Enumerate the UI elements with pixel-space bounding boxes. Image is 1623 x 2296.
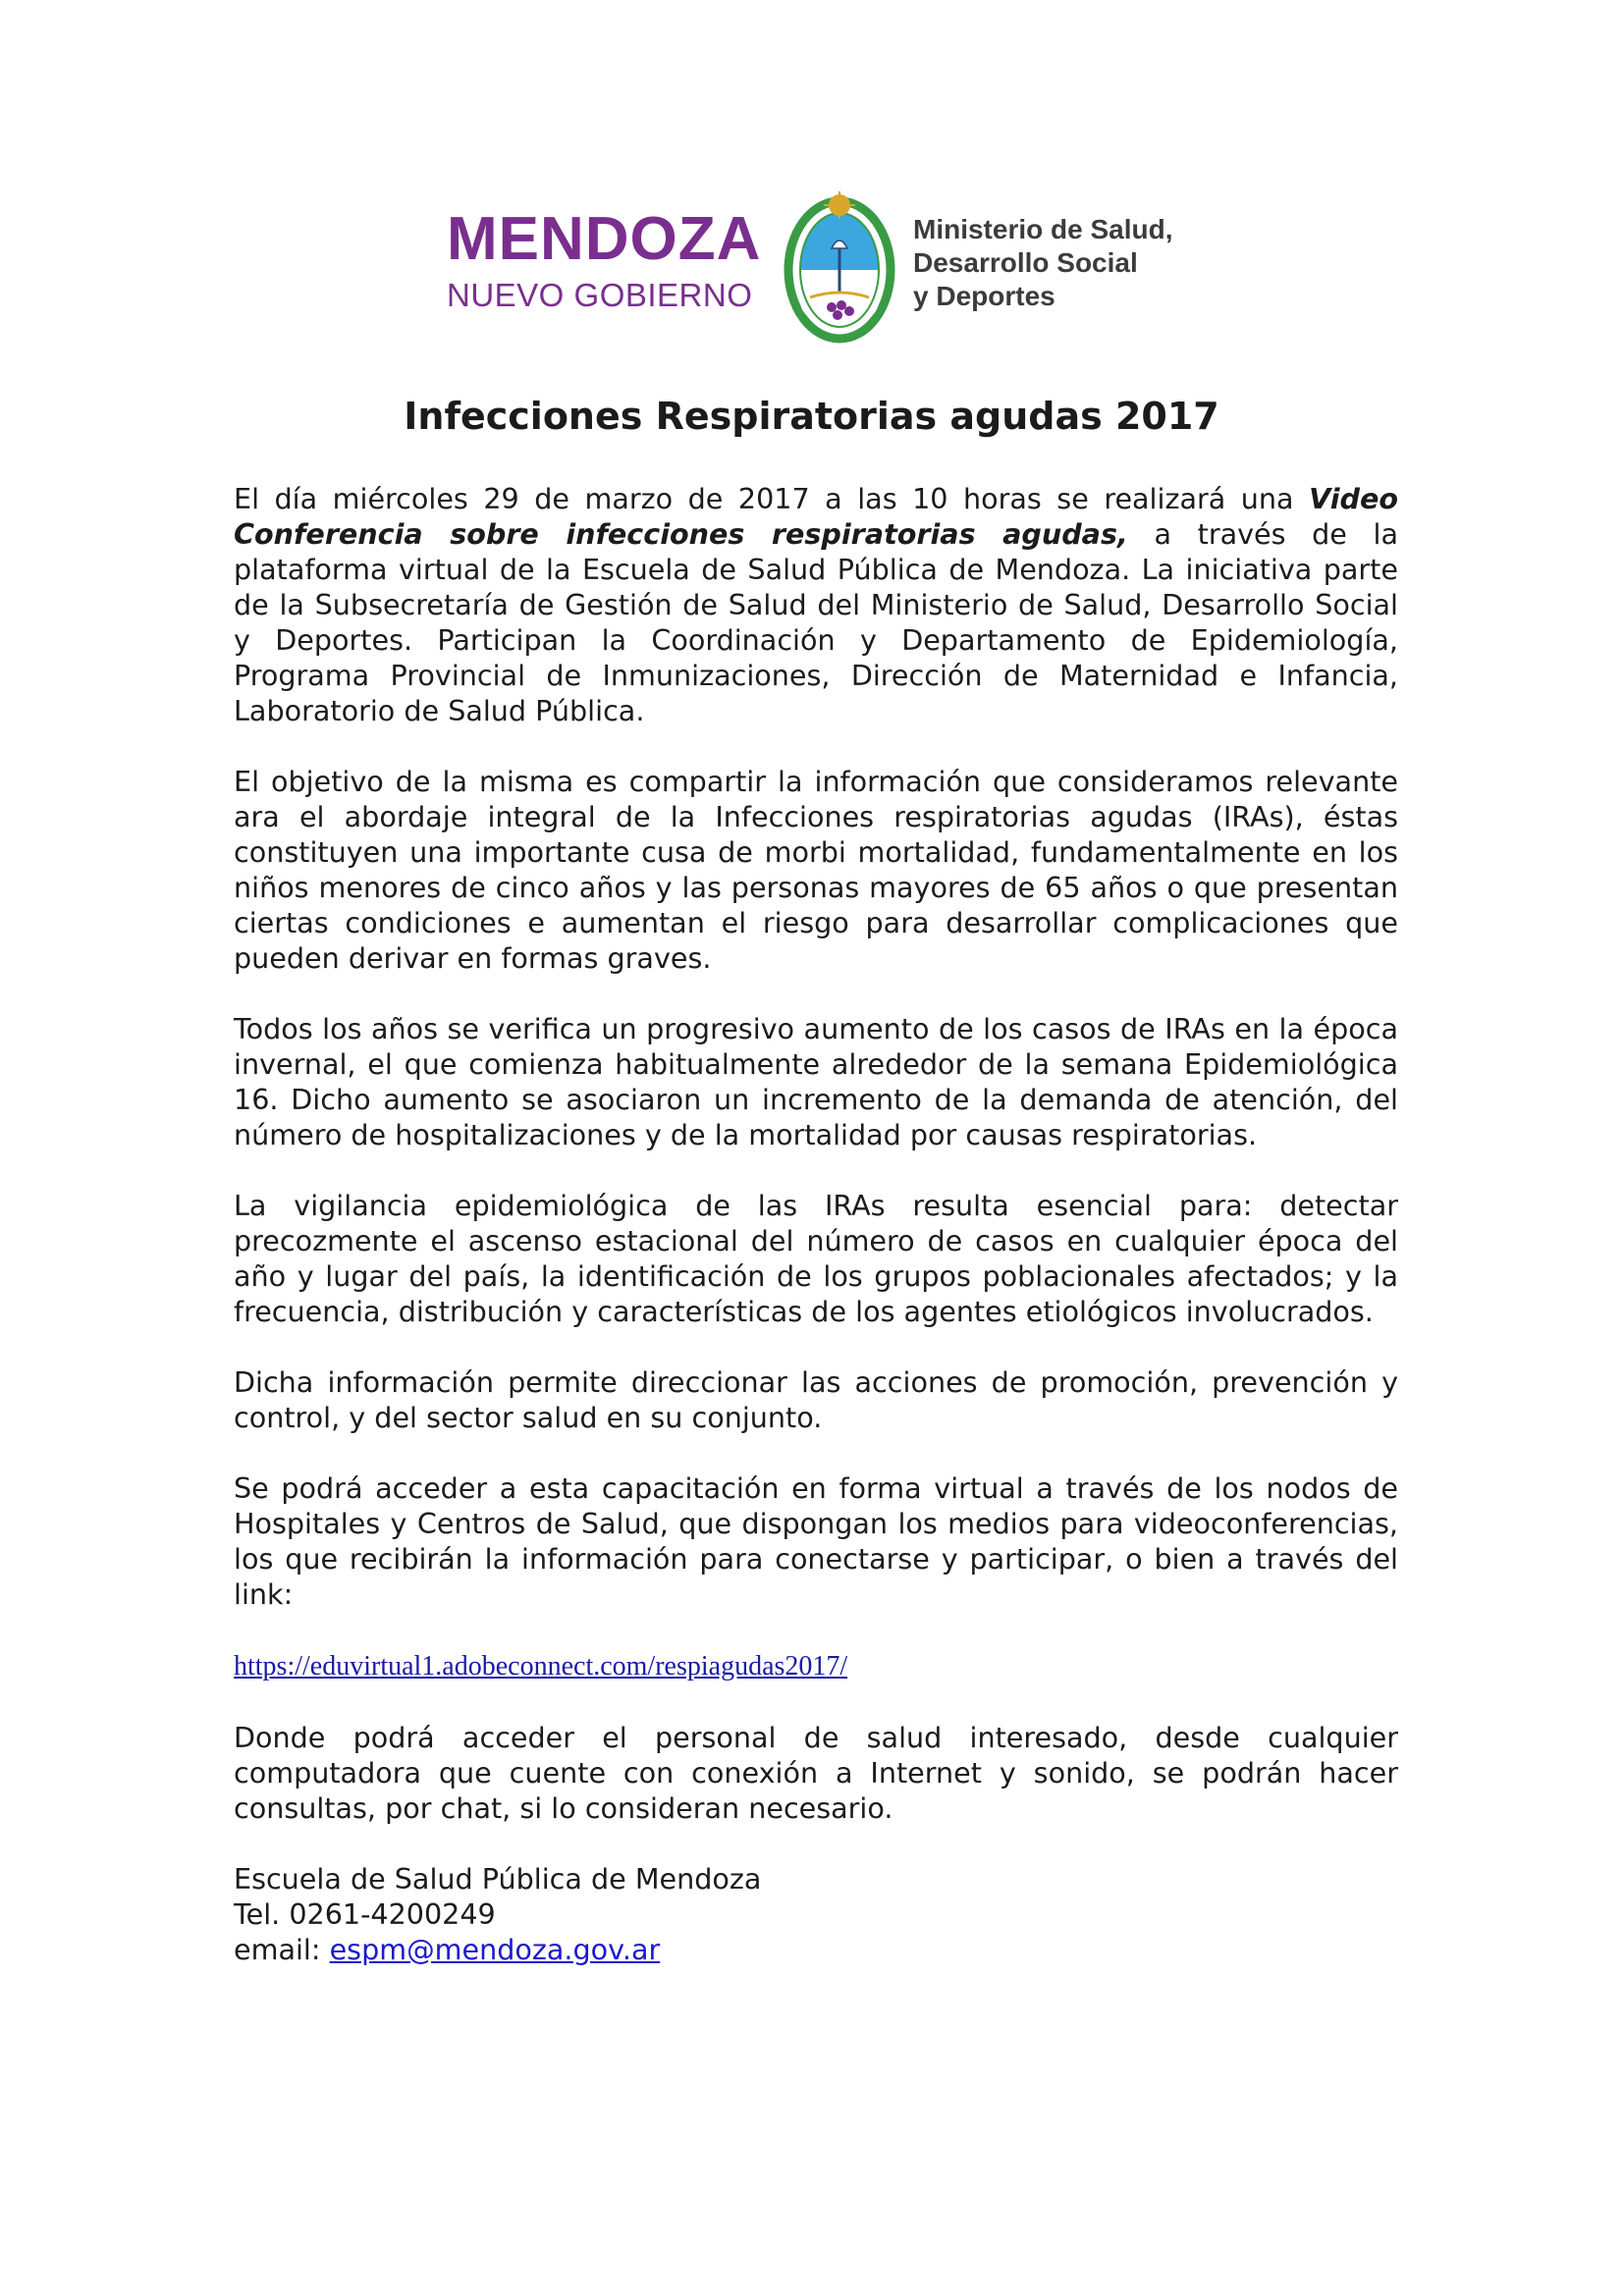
ministry-name (913, 213, 1172, 313)
ministry-line-1: Ministerio de Salud, (913, 214, 1173, 244)
conference-link[interactable]: https://eduvirtual1.adobeconnect.com/respiagudas2017/ (234, 1651, 848, 1682)
intro-emphasis: Video Conferencia sobre infecciones respiratorias agudas, (234, 482, 1398, 551)
paragraph-intro (234, 481, 1398, 728)
contact-phone: Tel. 0261-4200249 (234, 1897, 496, 1931)
contact-email-line (234, 1932, 1398, 1967)
paragraph-surveillance: La vigilancia epidemiológica de las IRAs resulta esencial para: detectar precozmente el ascenso estacional del número de casos en cualquier época del año y lugar del país, la identificación de los grupos poblacionales afectados; y la frecuencia, distribución y características de los agentes etiológicos involucrados. (234, 1189, 1398, 1328)
email-link[interactable]: espm@mendoza.gov.ar (329, 1933, 661, 1966)
email-label: email: (234, 1933, 330, 1966)
brand-block (447, 205, 762, 313)
link-paragraph (234, 1647, 1398, 1684)
brand-name: MENDOZA (447, 205, 762, 273)
page-title: Infecciones Respiratorias agudas 2017 (404, 395, 1219, 438)
document-body (234, 481, 1398, 1967)
provincial-shield-icon (781, 191, 898, 344)
header-logo (447, 191, 1193, 348)
brand-subtitle: NUEVO GOBIERNO (447, 277, 753, 313)
paragraph-objective: El objetivo de la misma es compartir la información que consideramos relevante ara el abordaje integral de la Infecciones respiratorias agudas (IRAs), éstas constituyen una importante cusa de morbi mortalidad, fundamentalmente en los niños menores de cinco años y las personas mayores de 65 años o que presentan ciertas condiciones e aumentan el riesgo para desarrollar complicaciones que pueden derivar en formas graves. (234, 765, 1398, 975)
paragraph-actions: Dicha información permite direccionar las acciones de promoción, prevención y control, y del sector salud en su conjunto. (234, 1365, 1398, 1434)
intro-text-rest: a través de la plataforma virtual de la Escuela de Salud Pública de Mendoza. La iniciativa parte de la Subsecretaría de Gestión de Salud del Ministerio de Salud, Desarrollo Social y Deportes. Participan la Coordinación y Departamento de Epidemiología, Programa Provincial de Inmunizaciones, Dirección de Maternidad e Infancia, Laboratorio de Salud Pública. (234, 517, 1398, 727)
ministry-line-3: y Deportes (913, 281, 1055, 311)
paragraph-access: Se podrá acceder a esta capacitación en forma virtual a través de los nodos de Hospitales y Centros de Salud, que dispongan los medios para videoconferencias, los que recibirán la información para conectarse y participar, o bien a través del link: (234, 1471, 1398, 1611)
ministry-line-2: Desarrollo Social (913, 247, 1138, 278)
paragraph-participation: Donde podrá acceder el personal de salud interesado, desde cualquier computadora que cuente con conexión a Internet y sonido, se podrán hacer consultas, por chat, si lo consideran necesario. (234, 1721, 1398, 1825)
intro-text-start: El día miércoles 29 de marzo de 2017 a las 10 horas se realizará una (234, 482, 1310, 515)
contact-block (234, 1861, 1398, 1967)
paragraph-seasonality: Todos los años se verifica un progresivo aumento de los casos de IRAs en la época invernal, el que comienza habitualmente alrededor de la semana Epidemiológica 16. Dicho aumento se asociaron un incremento de la demanda de atención, del número de hospitalizaciones y de la mortalidad por causas respiratorias. (234, 1012, 1398, 1151)
contact-org: Escuela de Salud Pública de Mendoza (234, 1862, 762, 1896)
